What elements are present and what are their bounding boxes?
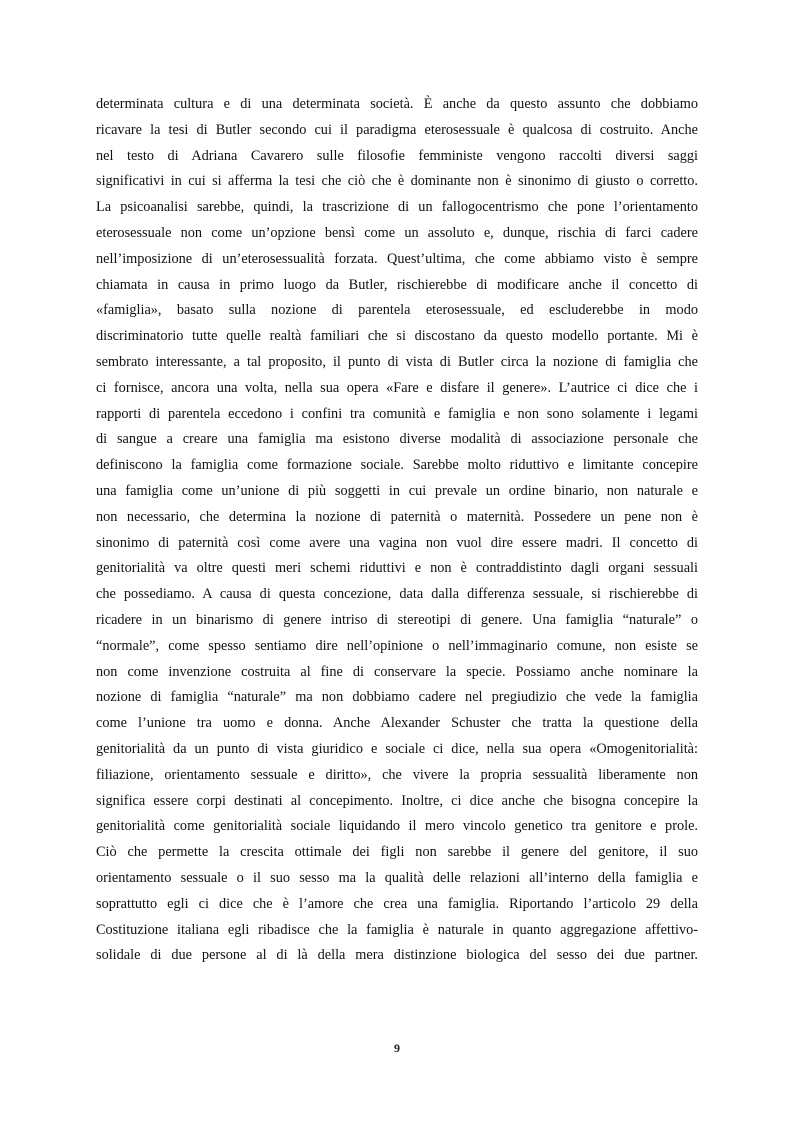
page-number: 9 [394, 1041, 400, 1055]
text-line: sembrato interessante, a tal proposito, il punto di vista di Butler circa la nozione di famiglia che [96, 353, 698, 370]
text-line: ricadere in un binarismo di genere intriso di stereotipi di genere. Una famiglia “naturale” o [96, 611, 698, 628]
text-line: ricavare la tesi di Butler secondo cui il paradigma eterosessuale è qualcosa di costruito. Anche [96, 121, 698, 138]
text-line: “normale”, come spesso sentiamo dire nell’opinione o nell’immaginario comune, non esiste se [96, 637, 698, 654]
text-line: discriminatorio tutte quelle realtà familiari che si discostano da questo modello portante. Mi è [96, 328, 698, 345]
text-line: La psicoanalisi sarebbe, quindi, la trascrizione di un fallogocentrismo che pone l’orientamento [96, 199, 698, 216]
text-line: significativi in cui si afferma la tesi che ciò che è dominante non è sinonimo di giusto o corretto. [96, 173, 698, 190]
text-line: una famiglia come un’unione di più soggetti in cui prevale un ordine binario, non naturale e [96, 482, 698, 499]
text-line: soprattutto egli ci dice che è l’amore che crea una famiglia. Riportando l’articolo 29 della [96, 895, 698, 912]
text-line: che possediamo. A causa di questa concezione, data dalla differenza sessuale, si rischierebbe di [96, 586, 698, 603]
text-line: come l’unione tra uomo e donna. Anche Alexander Schuster che tratta la questione della [96, 715, 698, 732]
text-line: eterosessuale non come un’opzione bensì come un assoluto e, dunque, rischia di farci cadere [96, 224, 698, 241]
text-line: di sangue a creare una famiglia ma esistono diverse modalità di associazione personale che [96, 431, 698, 448]
text-line: «famiglia», basato sulla nozione di parentela eterosessuale, ed escluderebbe in modo [96, 302, 698, 319]
text-line: rapporti di parentela eccedono i confini tra comunità e famiglia e non sono solamente i legami [96, 405, 698, 422]
text-line: nozione di famiglia “naturale” ma non dobbiamo cadere nel pregiudizio che vede la famiglia [96, 689, 698, 706]
text-line: determinata cultura e di una determinata società. È anche da questo assunto che dobbiamo [96, 96, 698, 112]
text-line: genitorialità va oltre questi meri schemi riduttivi e non è contraddistinto dagli organi sessuali [96, 560, 698, 577]
text-line: ci fornisce, ancora una volta, nella sua opera «Fare e disfare il genere». L’autrice ci dice che i [96, 379, 698, 396]
text-line: nell’imposizione di un’eterosessualità forzata. Quest’ultima, che come abbiamo visto è sempre [96, 250, 698, 267]
text-line: orientamento sessuale o il suo sesso ma la qualità delle relazioni all’interno della famiglia e [96, 869, 698, 886]
text-line: significa essere corpi destinati al concepimento. Inoltre, ci dice anche che bisogna concepire la [96, 792, 698, 809]
text-line: genitorialità da un punto di vista giuridico e sociale ci dice, nella sua opera «Omogenitorialità: [96, 740, 698, 757]
body-paragraph [96, 92, 698, 969]
text-line: genitorialità come genitorialità sociale liquidando il mero vincolo genetico tra genitore e prole. [96, 818, 698, 835]
text-line: nel testo di Adriana Cavarero sulle filosofie femministe vengono raccolti diversi saggi [96, 147, 698, 164]
text-line: Costituzione italiana egli ribadisce che la famiglia è naturale in quanto aggregazione affettivo- [96, 921, 698, 938]
text-line: non necessario, che determina la nozione di paternità o maternità. Possedere un pene non è [96, 508, 698, 525]
text-line: Ciò che permette la crescita ottimale dei figli non sarebbe il genere del genitore, il suo [96, 844, 698, 861]
text-line: sinonimo di paternità così come avere una vagina non vuol dire essere madri. Il concetto di [96, 534, 698, 551]
text-line: non come invenzione costruita al fine di conservare la specie. Possiamo anche nominare la [96, 663, 698, 680]
text-line: definiscono la famiglia come formazione sociale. Sarebbe molto riduttivo e limitante concepire [96, 457, 698, 474]
text-line: solidale di due persone al di là della mera distinzione biologica del sesso dei due partner. [96, 947, 698, 964]
text-line: filiazione, orientamento sessuale e diritto», che vivere la propria sessualità liberamente non [96, 766, 698, 783]
text-line: chiamata in causa in primo luogo da Butler, rischierebbe di modificare anche il concetto di [96, 276, 698, 293]
